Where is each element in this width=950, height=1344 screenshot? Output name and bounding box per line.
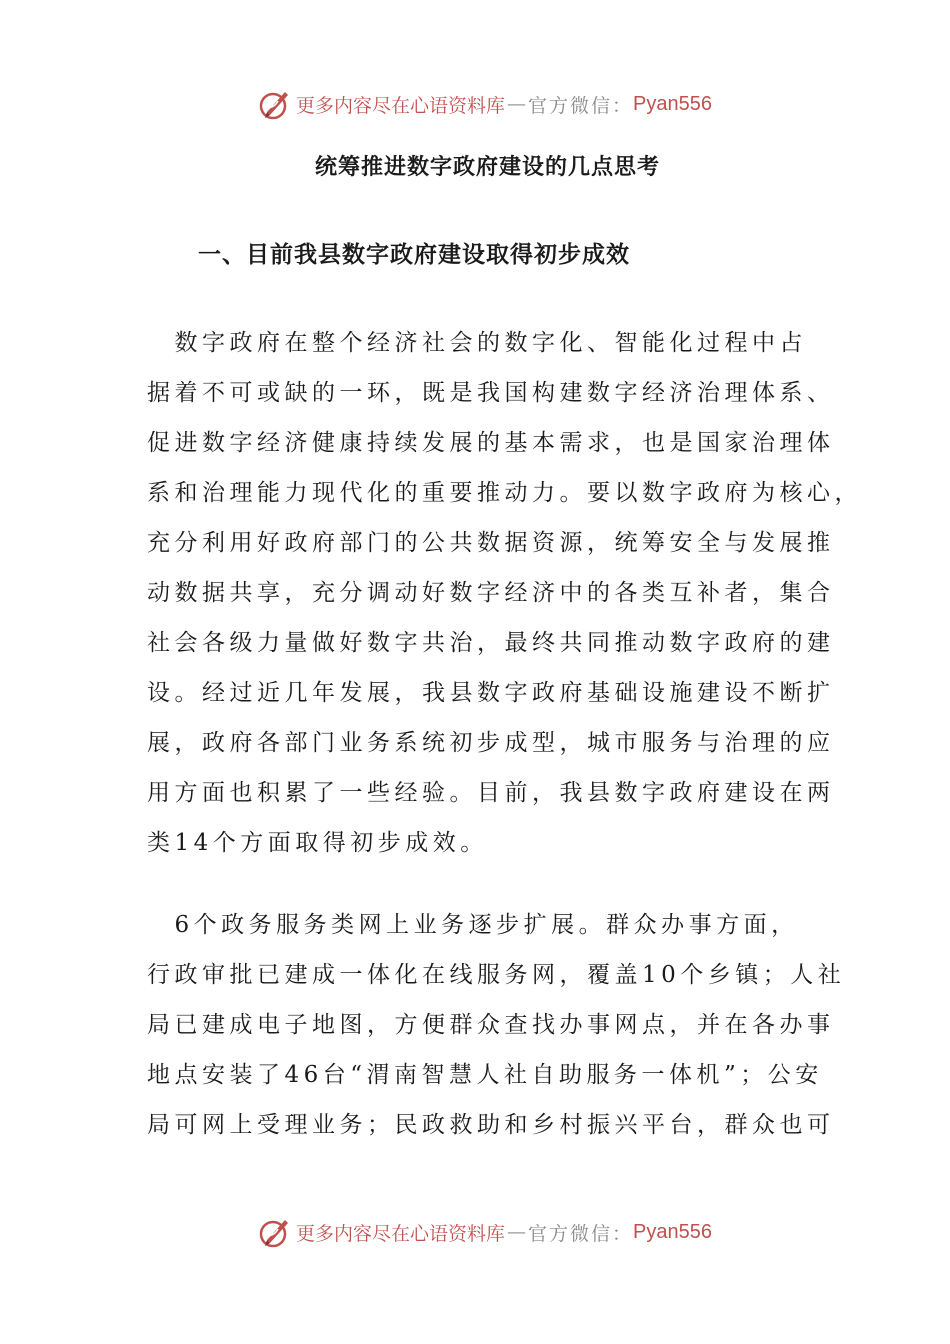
watermark-wechat-id: Pyan556	[633, 92, 712, 115]
body-paragraph-1	[147, 318, 862, 868]
paragraph-line: 充分利用好政府部门的公共数据资源，统筹安全与发展推	[147, 530, 835, 556]
pen-circle-icon	[258, 87, 292, 121]
watermark-wechat-label: 官方微信：	[528, 94, 634, 117]
paragraph-line: 社会各级力量做好数字共治，最终共同推动数字政府的建	[147, 630, 835, 656]
watermark-dash: —	[507, 1221, 527, 1243]
watermark-group	[258, 87, 712, 121]
header-watermark	[0, 84, 950, 124]
paragraph-line: 局可网上受理业务；民政救助和乡村振兴平台，群众也可	[147, 1112, 835, 1138]
watermark-group	[258, 1215, 712, 1249]
paragraph-line: 系和治理能力现代化的重要推动力。要以数字政府为核心，	[147, 480, 862, 506]
document-title: 统筹推进数字政府建设的几点思考	[314, 154, 660, 180]
watermark-dash: —	[507, 93, 527, 115]
paragraph-line: 局已建成电子地图，方便群众查找办事网点，并在各办事	[147, 1012, 835, 1038]
paragraph-line: 促进数字经济健康持续发展的基本需求，也是国家治理体	[147, 430, 835, 456]
paragraph-line: 6个政务服务类网上业务逐步扩展。群众办事方面，	[147, 912, 799, 938]
paragraph-line: 据着不可或缺的一环，既是我国构建数字经济治理体系、	[147, 380, 835, 406]
watermark-brand: 更多内容尽在心语资料库	[296, 94, 506, 117]
watermark-wechat-label: 官方微信：	[528, 1222, 634, 1245]
watermark-wechat-id: Pyan556	[633, 1220, 712, 1243]
paragraph-line: 用方面也积累了一些经验。目前，我县数字政府建设在两	[147, 780, 835, 806]
watermark-brand: 更多内容尽在心语资料库	[296, 1222, 506, 1245]
paragraph-line: 类14个方面取得初步成效。	[147, 830, 488, 856]
paragraph-line: 数字政府在整个经济社会的数字化、智能化过程中占	[147, 330, 807, 356]
footer-watermark	[0, 1212, 950, 1252]
paragraph-line: 设。经过近几年发展，我县数字政府基础设施建设不断扩	[147, 680, 835, 706]
body-paragraph-2	[147, 900, 846, 1150]
paragraph-line: 动数据共享，充分调动好数字经济中的各类互补者，集合	[147, 580, 835, 606]
pen-circle-icon	[258, 1215, 292, 1249]
section-heading: 一、目前我县数字政府建设取得初步成效	[198, 241, 630, 268]
paragraph-line: 地点安装了46台“渭南智慧人社自助服务一体机”；公安	[147, 1062, 823, 1088]
paragraph-line: 展，政府各部门业务系统初步成型，城市服务与治理的应	[147, 730, 835, 756]
paragraph-line: 行政审批已建成一体化在线服务网，覆盖10个乡镇；人社	[147, 962, 846, 988]
